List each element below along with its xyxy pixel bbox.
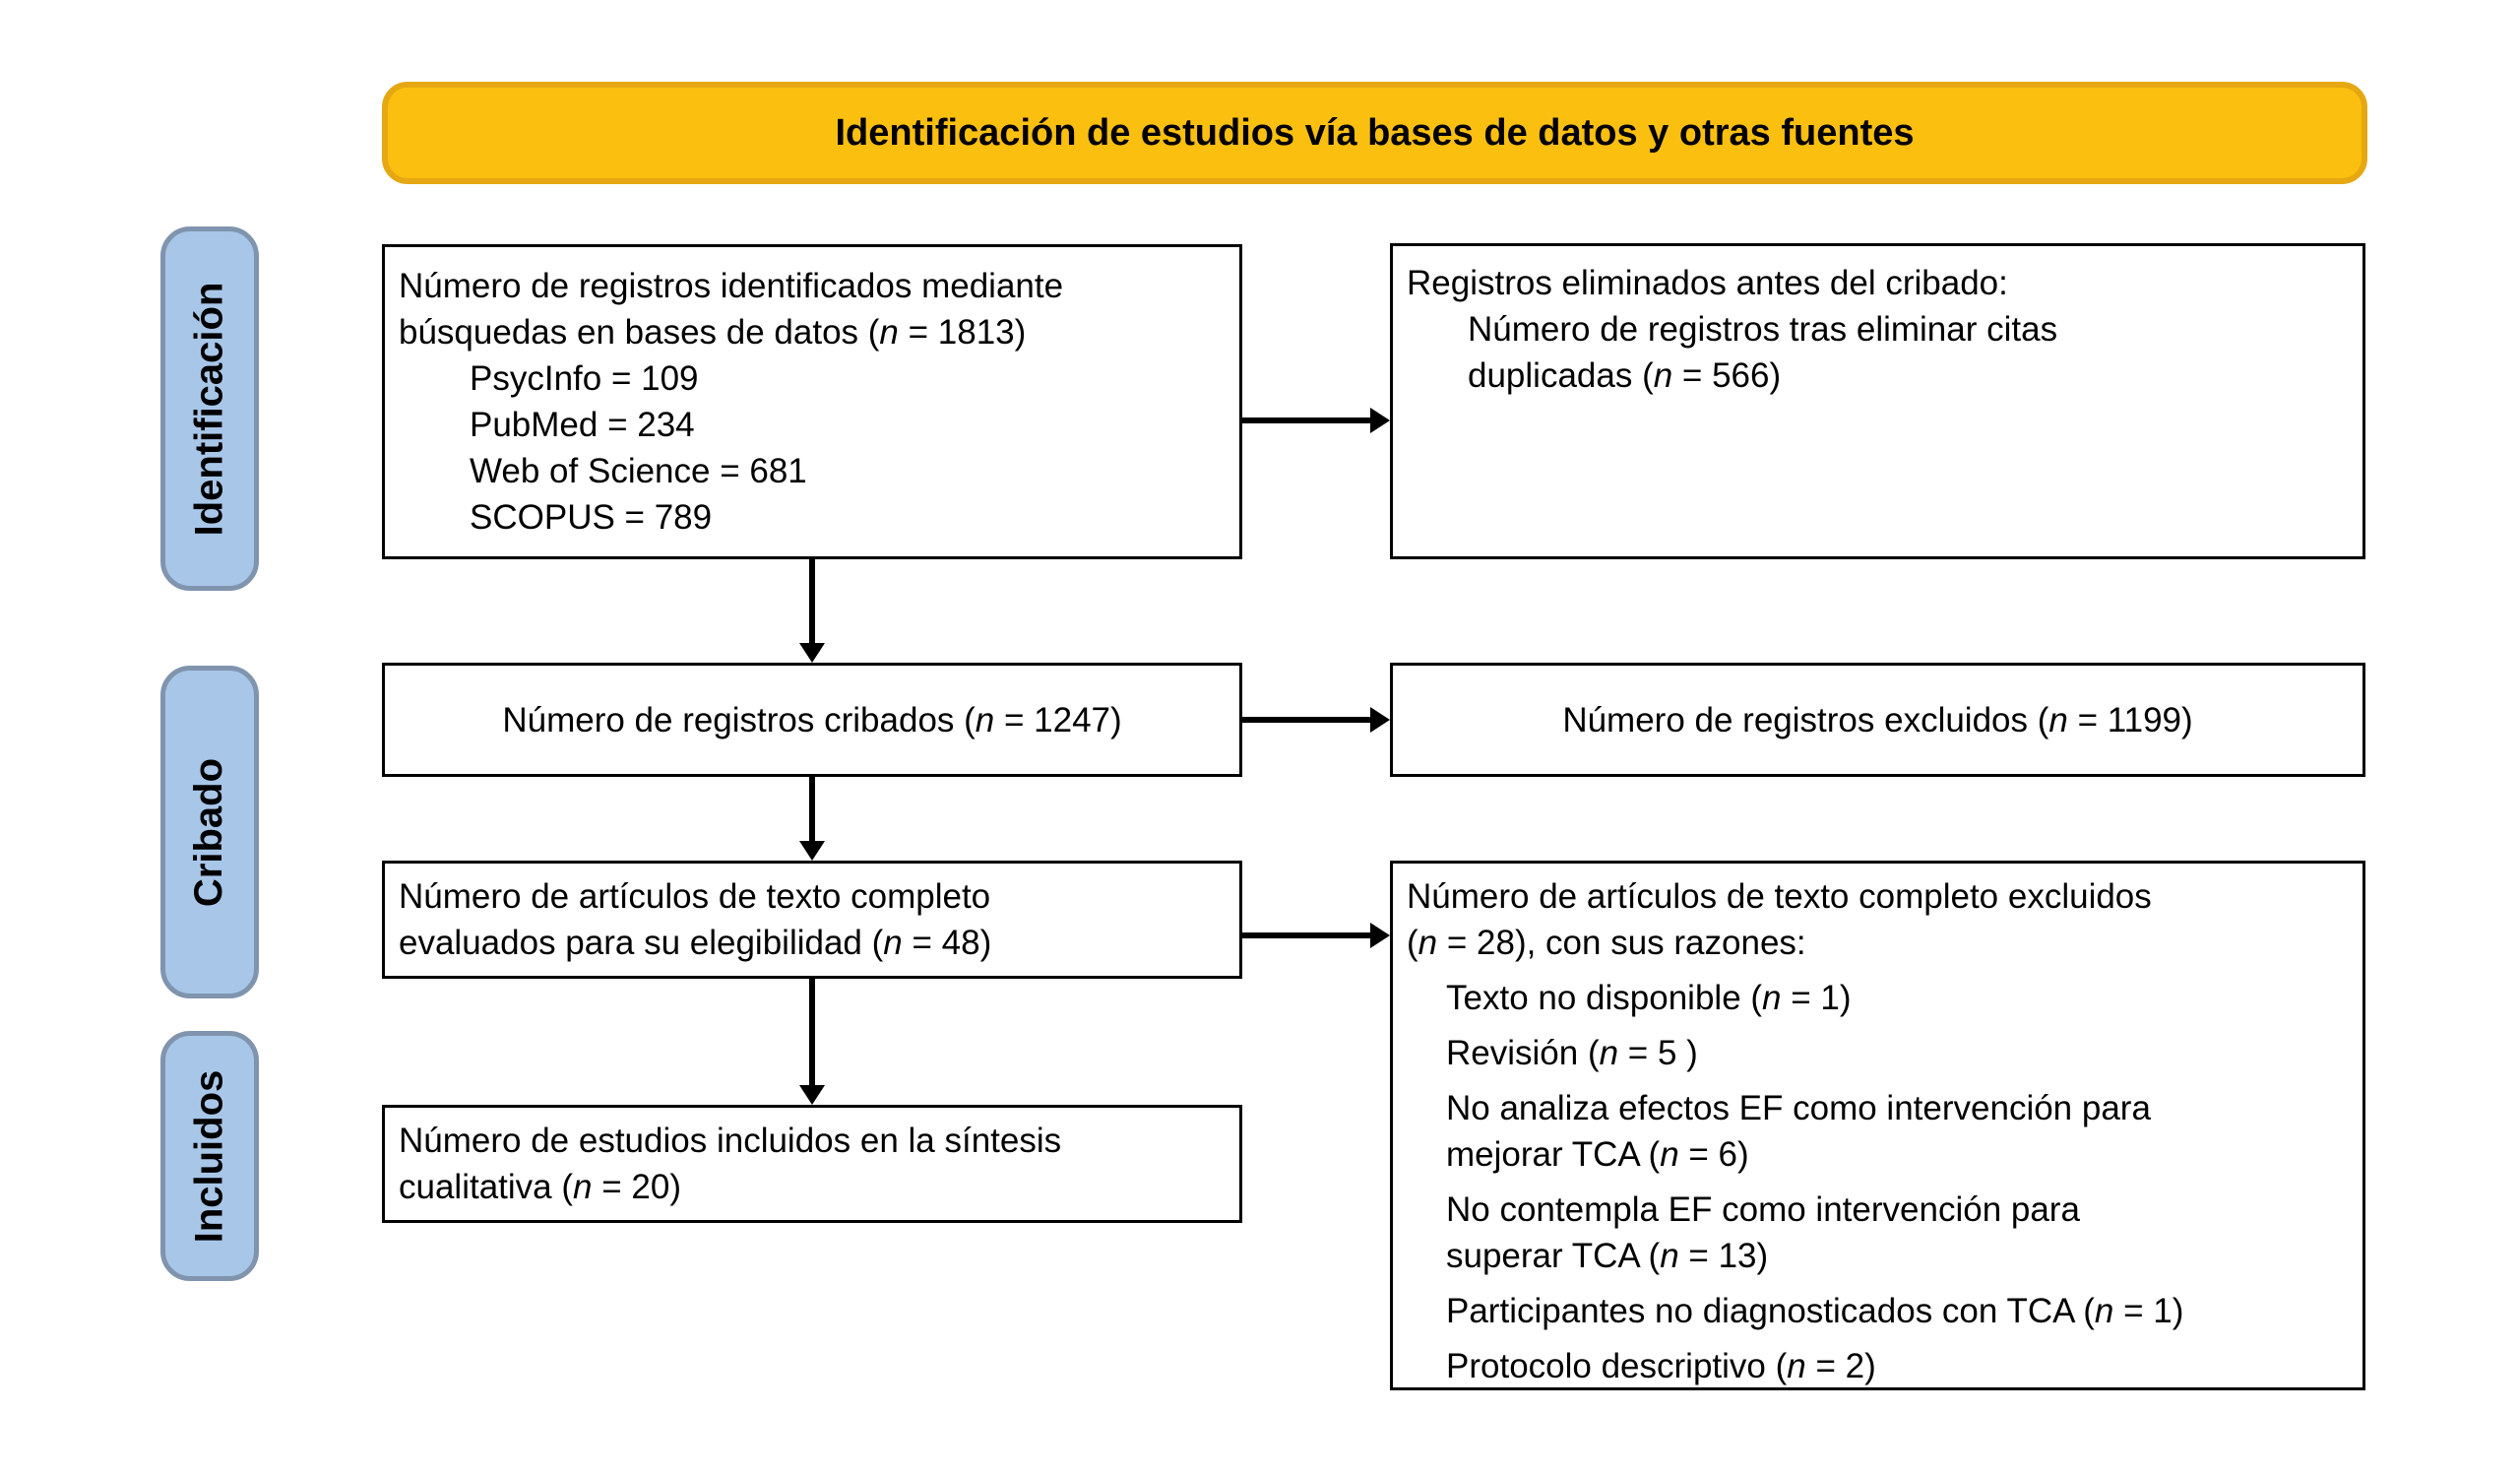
source-psycinfo: PsycInfo = 109 <box>470 359 699 398</box>
exclusion-reason <box>1446 1030 2349 1076</box>
exclusion-reason <box>1446 975 2349 1021</box>
source-web-of-science: Web of Science = 681 <box>470 452 807 490</box>
arrow-fulltext-to-included <box>799 979 825 1105</box>
box-fulltext-assessed <box>382 861 1242 979</box>
banner <box>382 82 2367 184</box>
arrow-head-icon <box>799 841 825 861</box>
arrow-head-icon <box>799 1085 825 1105</box>
fulltext-assessed-line: Número de artículos de texto completo <box>399 877 991 916</box>
arrow-identified-to-removed <box>1242 408 1390 433</box>
source-pubmed: PubMed = 234 <box>470 406 695 444</box>
arrow-fulltext-to-excluded <box>1242 923 1390 948</box>
source-scopus: SCOPUS = 789 <box>470 498 713 537</box>
box-fulltext-excluded <box>1390 861 2365 1390</box>
records-removed-header: Registros eliminados antes del cribado: <box>1407 264 2008 302</box>
records-identified-line: búsquedas en bases de datos (n = 1813) <box>399 313 1027 352</box>
fulltext-excluded-header-line: (n = 28), con sus razones: <box>1407 924 1806 962</box>
box-records-excluded <box>1390 663 2365 777</box>
arrow-line <box>809 559 815 645</box>
records-screened-text: Número de registros cribados (n = 1247) <box>502 700 1122 739</box>
stage-identification-label: Identificación <box>187 282 231 536</box>
exclusion-reason-line: Texto no disponible (n = 1) <box>1446 979 1852 1017</box>
box-records-identified <box>382 244 1242 559</box>
exclusion-reason-line: mejorar TCA (n = 6) <box>1446 1135 1749 1174</box>
arrow-line <box>809 777 815 843</box>
exclusion-reason <box>1446 1288 2349 1334</box>
exclusion-reason <box>1446 1085 2349 1178</box>
arrow-line <box>1242 417 1372 423</box>
exclusion-reason <box>1446 1343 2349 1389</box>
arrow-line <box>1242 932 1372 938</box>
exclusion-reason-line: No analiza efectos EF como intervención para <box>1446 1089 2151 1127</box>
exclusion-reason <box>1446 1187 2349 1279</box>
fulltext-assessed-line: evaluados para su elegibilidad (n = 48) <box>399 924 992 962</box>
exclusion-reason-line: superar TCA (n = 13) <box>1446 1237 1769 1275</box>
stage-screening-pill <box>160 666 259 998</box>
stage-included-label: Incluidos <box>187 1069 231 1243</box>
arrow-head-icon <box>1370 707 1390 733</box>
records-identified-line: Número de registros identificados mediante <box>399 267 1064 305</box>
arrow-head-icon <box>799 643 825 663</box>
fulltext-excluded-header-line: Número de artículos de texto completo excluidos <box>1407 877 2152 916</box>
exclusion-reason-line: Revisión (n = 5 ) <box>1446 1034 1698 1072</box>
box-records-removed <box>1390 243 2365 559</box>
exclusion-reason-line: No contempla EF como intervención para <box>1446 1190 2080 1229</box>
records-removed-detail-line: duplicadas (n = 566) <box>1468 356 1782 395</box>
banner-title: Identificación de estudios vía bases de datos y otras fuentes <box>835 111 1915 154</box>
records-removed-detail-line: Número de registros tras eliminar citas <box>1468 310 2058 349</box>
arrow-head-icon <box>1370 408 1390 433</box>
records-excluded-text: Número de registros excluidos (n = 1199) <box>1562 700 2193 739</box>
arrow-identified-to-screened <box>799 559 825 663</box>
stage-identification-pill <box>160 226 259 591</box>
studies-included-line: Número de estudios incluidos en la síntesis <box>399 1122 1062 1160</box>
arrow-screened-to-fulltext <box>799 777 825 861</box>
box-records-screened <box>382 663 1242 777</box>
box-studies-included <box>382 1105 1242 1223</box>
studies-included-line: cualitativa (n = 20) <box>399 1168 681 1206</box>
stage-included-pill <box>160 1031 259 1281</box>
exclusion-reason-line: Protocolo descriptivo (n = 2) <box>1446 1347 1876 1385</box>
stage-screening-label: Cribado <box>187 757 231 907</box>
arrow-line <box>1242 717 1372 723</box>
arrow-head-icon <box>1370 923 1390 948</box>
exclusion-reason-line: Participantes no diagnosticados con TCA (n = 1) <box>1446 1292 2184 1330</box>
arrow-line <box>809 979 815 1087</box>
arrow-screened-to-excluded <box>1242 707 1390 733</box>
